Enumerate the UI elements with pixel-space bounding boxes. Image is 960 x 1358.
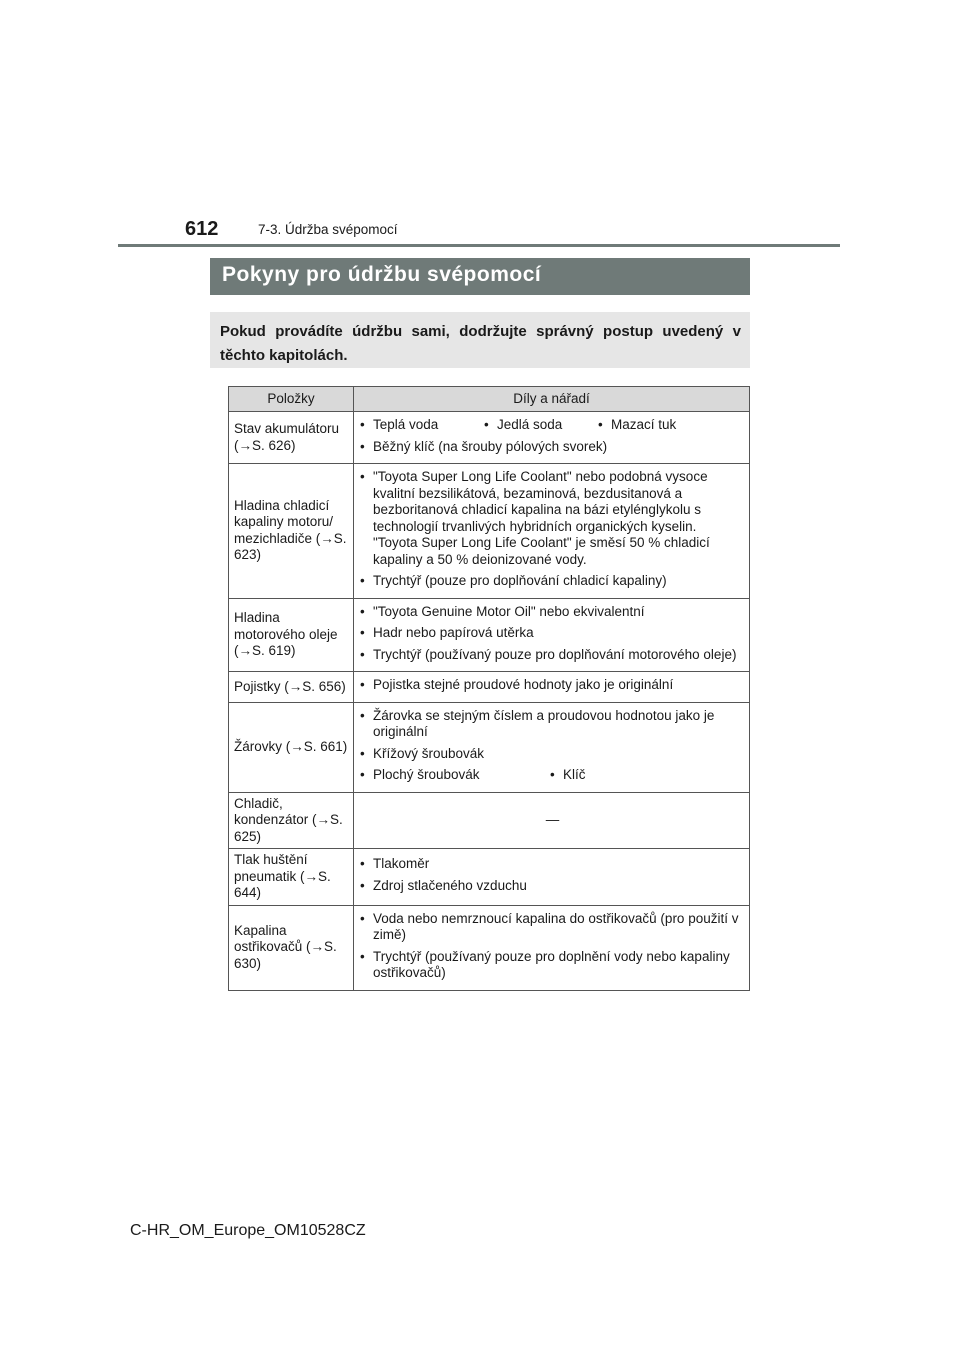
item-cell: Pojistky (→S. 656)	[229, 672, 354, 703]
parts-cell	[354, 672, 750, 703]
table-row	[229, 905, 750, 990]
page-title: Pokyny pro údržbu svépomocí	[210, 258, 750, 295]
list-item: • Hadr nebo papírová utěrka	[360, 625, 534, 640]
bullet-icon: •	[360, 877, 365, 893]
intro-text: Pokud provádíte údržbu sami, dodržujte správný postup uvedený v těchto kapitolách.	[210, 312, 750, 368]
bullet-icon: •	[360, 438, 365, 454]
coolant-note: "Toyota Super Long Life Coolant" je směsí 50 % chladicí kapaliny a 50 % deionizované vody.	[373, 535, 710, 567]
bullet-icon: •	[360, 948, 365, 964]
bullet-icon: •	[360, 910, 365, 926]
list-item: • Pojistka stejné proudové hodnoty jako je originální	[360, 677, 674, 692]
bullet-icon: •	[360, 469, 365, 484]
parts-cell	[354, 849, 750, 906]
table-row	[229, 792, 750, 849]
list-item: • Klíč	[550, 767, 586, 782]
item-cell: Chladič, kondenzátor (→S. 625)	[229, 792, 354, 849]
list-item: • "Toyota Super Long Life Coolant" nebo podobná vysoce kvalitní bezsilikátová, bezaminová, bezdusitanová a bezboritanová chladicí kapalina na bázi etylénglykolu s technologií trvanlivých hybridních organických kyselin. "Toyota Super Long Life Coolant" je směsí 50 % chladicí kapaliny a 50 % deionizované vody.	[360, 469, 710, 567]
bullet-icon: •	[360, 707, 365, 723]
inline-bullets	[360, 417, 745, 434]
list-item: • Voda nebo nemrznoucí kapalina do ostřikovačů (pro použití v zimě)	[360, 910, 739, 942]
item-cell: Kapalina ostřikovačů (→S. 630)	[229, 905, 354, 990]
item-cell: Hladina motorového oleje (→S. 619)	[229, 598, 354, 672]
section-reference: 7-3. Údržba svépomocí	[258, 222, 398, 237]
inline-bullets	[360, 767, 745, 784]
list-item: • Zdroj stlačeného vzduchu	[360, 877, 527, 893]
footer-document-code: C-HR_OM_Europe_OM10528CZ	[130, 1222, 366, 1239]
bullet-icon: •	[360, 767, 365, 782]
bullet-icon: •	[360, 417, 365, 432]
item-cell: Hladina chladicí kapaliny motoru/ mezichladiče (→S. 623)	[229, 464, 354, 599]
header-divider	[118, 244, 840, 247]
list-item: • "Toyota Genuine Motor Oil" nebo ekvivalentní	[360, 603, 645, 619]
list-item: • Žárovka se stejným číslem a proudovou hodnotou jako je originální	[360, 707, 715, 739]
bullet-icon: •	[360, 625, 365, 640]
table-row	[229, 672, 750, 703]
bullet-icon: •	[360, 603, 365, 619]
table-row	[229, 412, 750, 464]
bullet-icon: •	[360, 573, 365, 588]
list-item: • Tlakoměr	[360, 856, 430, 872]
item-cell: Tlak huštění pneumatik (→S. 644)	[229, 849, 354, 906]
bullet-icon: •	[360, 856, 365, 872]
parts-cell	[354, 702, 750, 792]
page-number: 612	[185, 218, 219, 240]
bullet-icon: •	[360, 646, 365, 662]
table-row	[229, 598, 750, 672]
column-header-parts: Díly a nářadí	[354, 387, 750, 412]
parts-cell	[354, 464, 750, 599]
list-item: • Trychtýř (používaný pouze pro doplnění vody nebo kapaliny ostřikovačů)	[360, 948, 730, 980]
empty-dash: —	[354, 792, 750, 849]
bullet-icon: •	[360, 745, 365, 761]
bullet-icon: •	[550, 767, 555, 782]
item-cell: Žárovky (→S. 661)	[229, 702, 354, 792]
parts-cell	[354, 412, 750, 464]
item-cell: Stav akumulátoru (→S. 626)	[229, 412, 354, 464]
table-row	[229, 464, 750, 599]
bullet-icon: •	[484, 417, 489, 432]
parts-cell	[354, 905, 750, 990]
parts-cell	[354, 598, 750, 672]
list-item: • Mazací tuk	[598, 417, 677, 432]
bullet-icon: •	[360, 677, 365, 692]
list-item: • Jedlá soda	[484, 417, 563, 432]
list-item: • Křížový šroubovák	[360, 745, 485, 761]
list-item: • Teplá voda	[360, 417, 439, 432]
bullet-icon: •	[598, 417, 603, 432]
list-item: • Plochý šroubovák	[360, 767, 480, 782]
column-header-items: Položky	[229, 387, 354, 412]
list-item: • Trychtýř (pouze pro doplňování chladicí kapaliny)	[360, 573, 667, 588]
table-row	[229, 702, 750, 792]
list-item: • Běžný klíč (na šrouby pólových svorek)	[360, 438, 608, 454]
table-row	[229, 849, 750, 906]
list-item: • Trychtýř (používaný pouze pro doplňování motorového oleje)	[360, 646, 737, 662]
maintenance-table	[228, 386, 750, 991]
